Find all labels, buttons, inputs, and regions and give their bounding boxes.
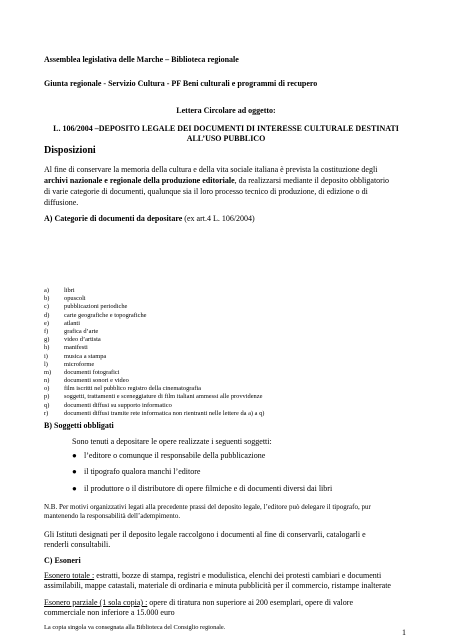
section-a-ref: (ex art.4 L. 106/2004) <box>182 214 255 223</box>
intro-line-4: diffusione. <box>44 198 79 207</box>
list-item-letter: d) <box>44 311 50 319</box>
list-item-letter: i) <box>44 352 48 360</box>
partial-exemption-line-2: commerciale non inferiore a 15.000 euro <box>44 608 175 617</box>
section-a-title: A) Categorie di documenti da depositare <box>44 214 183 223</box>
bullet-icon: ● <box>72 467 77 476</box>
bullet-icon: ● <box>72 484 77 493</box>
list-item-letter: c) <box>44 303 49 311</box>
intro-line-2 <box>44 176 389 186</box>
circular-title: Lettera Circolare ad oggetto: <box>176 106 276 115</box>
list-item-letter: h) <box>44 344 50 352</box>
list-item-letter: e) <box>44 319 49 327</box>
nb-line-2: mantenendo la responsabilità dell’adempimento. <box>44 512 181 520</box>
list-item-text: film iscritti nel pubblico registro della cinematografia <box>64 385 201 393</box>
intro-bold-text: archivi nazionale e regionale della produzione editoriale <box>44 176 235 185</box>
section-c-heading: C) Esoneri <box>44 556 81 565</box>
list-item-text: opuscoli <box>64 295 86 303</box>
list-item-letter: n) <box>44 377 50 385</box>
list-item-letter: g) <box>44 336 50 344</box>
list-item-text: manifesti <box>64 344 88 352</box>
list-item-text: documenti diffusi su supporto informatico <box>64 401 172 409</box>
header-line-1: Assemblea legislativa delle Marche – Biblioteca regionale <box>44 55 239 64</box>
list-item-text: libri <box>64 287 75 294</box>
list-item-letter: l) <box>44 360 48 368</box>
intro-line-3: di varie categorie di documenti, qualunque sia il loro processo tecnico di produzione, di edizione o di <box>44 187 368 196</box>
list-item-letter: f) <box>44 327 49 335</box>
bullet-icon: ● <box>72 451 77 460</box>
intro-line-1: Al fine di conservare la memoria della cultura e della vita sociale italiana è prevista la costituzione degli <box>44 165 378 174</box>
nb-line-1: N.B. Per motivi organizzativi legati alla precedente prassi del deposito legale, l’editore può delegare il tipografo, pur <box>44 503 371 511</box>
section-b-intro: Sono tenuti a depositare le opere realizzate i seguenti soggetti: <box>72 437 272 446</box>
total-exemption-line-1: Esonero totale : estratti, bozze di stampa, registri e modulistica, elenchi dei protesti cambiari e documenti <box>44 571 382 580</box>
list-item-text: documenti sonori e video <box>64 377 129 385</box>
partial-exemption-line-1: Esonero parziale (1 sola copia) : opere di tiratura non superiore ai 200 esemplari, opere di valore <box>44 598 353 607</box>
list-item-text: documenti diffusi tramite rete informatica non rientranti nelle lettere da a) a q) <box>64 409 265 417</box>
list-item-letter: b) <box>44 295 50 303</box>
list-item-text: soggetti, trattamenti e sceneggiature di film italiani ammessi alle provvidenze <box>64 393 263 401</box>
list-item-text: video d’artista <box>64 336 101 344</box>
list-item-text: microforme <box>64 360 95 368</box>
list-item-letter: p) <box>44 393 50 401</box>
disposizioni-heading: Disposizioni <box>44 145 96 156</box>
list-item-letter: q) <box>44 401 50 409</box>
istituti-line-1: Gli Istituti designati per il deposito legale raccolgono i documenti al fine di conservarli, catalogarli e <box>44 530 366 539</box>
list-item-text: carte geografiche e topografiche <box>64 311 147 319</box>
list-item-text: pubblicazioni periodiche <box>64 303 128 311</box>
header-line-2: Giunta regionale - Servizio Cultura - PF Beni culturali e programmi di recupero <box>44 79 318 88</box>
law-title-line-1: L. 106/2004 –DEPOSITO LEGALE DEI DOCUMENTI DI INTERESSE CULTURALE DESTINATI <box>53 124 399 133</box>
section-b-heading: B) Soggetti obbligati <box>44 421 114 430</box>
list-item-text: documenti fotografici <box>64 368 120 376</box>
partial-exemption-label: Esonero parziale (1 sola copia) : <box>44 598 148 607</box>
total-exemption-line-2: assimilabili, mappe catastali, materiale di ordinaria e minuta pubblicità per il commercio, ristampe inalterate <box>44 581 391 590</box>
page-number: 1 <box>402 628 406 637</box>
obligated-subject-item: ● il tipografo qualora manchi l’editore <box>72 467 201 476</box>
list-item-letter: a) <box>44 287 49 294</box>
list-item-text: grafica d’arte <box>64 327 99 335</box>
obligated-subject-item: ● il produttore o il distributore di opere filmiche e di documenti diversi dai libri <box>72 484 333 493</box>
list-item-letter: m) <box>44 368 52 376</box>
law-title-line-2: ALL’USO PUBBLICO <box>186 134 266 143</box>
section-a-heading <box>44 214 255 224</box>
list-item-text: musica a stampa <box>64 352 107 360</box>
total-exemption-label: Esonero totale : <box>44 571 95 580</box>
copy-note: La copia singola va consegnata alla Biblioteca del Consiglio regionale. <box>44 624 226 631</box>
obligated-subject-item: ● l’editore o comunque il responsabile della pubblicazione <box>72 451 266 460</box>
list-item-text: atlanti <box>64 319 80 327</box>
list-item-letter: o) <box>44 385 50 393</box>
istituti-line-2: renderli consultabili. <box>44 540 111 549</box>
intro-rest-text: , da realizzarsi mediante il deposito obbligatorio <box>234 176 390 185</box>
list-item-letter: r) <box>44 409 49 417</box>
